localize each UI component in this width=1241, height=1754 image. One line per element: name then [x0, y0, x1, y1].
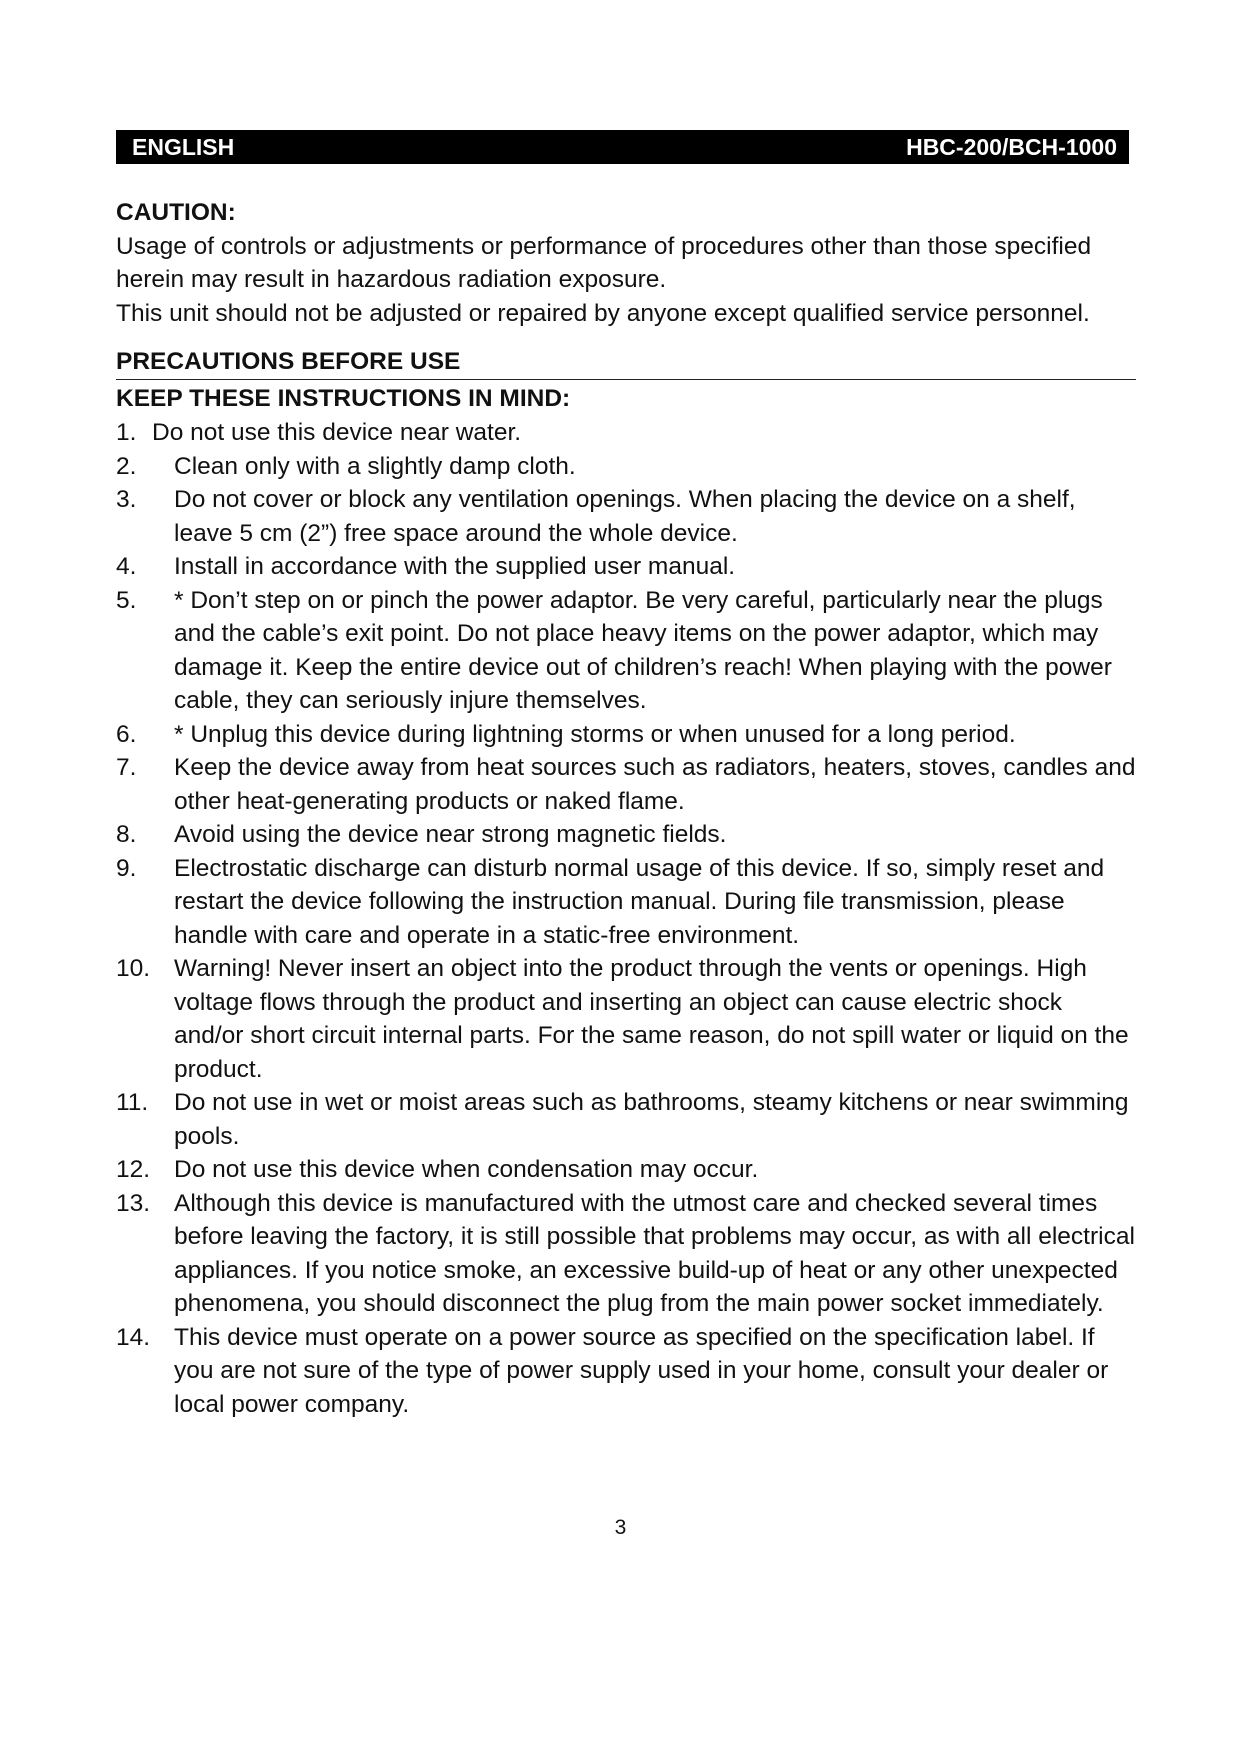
list-item [116, 1086, 1136, 1153]
list-item-text: This device must operate on a power source as specified on the specification label. If you are not sure of the type of power supply used in your home, consult your dealer or local power company. [174, 1323, 1109, 1418]
instructions-subtitle: KEEP THESE INSTRUCTIONS IN MIND: [116, 385, 571, 412]
list-item-text: * Don’t step on or pinch the power adaptor. Be very careful, particularly near the plugs and the cable’s exit point. Do not place heavy items on the power adaptor, which may damage it. Keep the entire device out of children’s reach! When playing with the power cable, they can seriously injure themselves. [174, 586, 1112, 714]
list-item [116, 1187, 1136, 1321]
list-item [116, 818, 1136, 852]
list-item-text: Keep the device away from heat sources such as radiators, heaters, stoves, candles and other heat-generating products or naked flame. [174, 754, 1136, 815]
list-item [116, 1153, 1136, 1187]
list-item-text: Install in accordance with the supplied user manual. [174, 553, 736, 580]
list-item-text: Although this device is manufactured with the utmost care and checked several times before leaving the factory, it is still possible that problems may occur, as with all electrical appliances. If you notice smoke, an excessive build-up of heat or any other unexpected phenomena, you should disconnect the plug from the main power socket immediately. [174, 1189, 1135, 1317]
caution-title: CAUTION: [116, 199, 236, 226]
list-item-number: 3. [116, 486, 137, 513]
list-item-text: Do not use this device when condensation may occur. [174, 1156, 759, 1183]
list-item [116, 584, 1136, 718]
list-item-number: 7. [116, 754, 137, 781]
language-label: ENGLISH [132, 133, 235, 160]
list-item-number: 4. [116, 553, 137, 580]
list-item-number: 13. [116, 1189, 151, 1217]
header-bar [116, 130, 1129, 164]
list-item-text: Do not cover or block any ventilation openings. When placing the device on a shelf, leave 5 cm (2”) free space around the whole device. [174, 486, 1076, 547]
list-item-number: 9. [116, 854, 137, 882]
list-item-text: Electrostatic discharge can disturb normal usage of this device. If so, simply reset and restart the device following the instruction manual. During file transmission, please handle with care and operate in a static-free environment. [174, 854, 1105, 949]
list-item-text: Avoid using the device near strong magnetic fields. [174, 821, 727, 848]
list-item-text: * Unplug this device during lightning storms or when unused for a long period. [174, 720, 1016, 748]
list-item-text: Warning! Never insert an object into the product through the vents or openings. High voltage flows through the product and inserting an object can cause electric shock and/or short circuit internal parts. For the same reason, do not spill water or liquid on the product. [174, 955, 1129, 1083]
list-item-text: Do not use in wet or moist areas such as bathrooms, steamy kitchens or near swimming pools. [174, 1089, 1129, 1150]
list-item [116, 751, 1136, 818]
caution-paragraph-2: This unit should not be adjusted or repaired by anyone except qualified service personnel. [116, 299, 1090, 327]
list-item [116, 550, 1136, 584]
list-item [116, 416, 1136, 450]
list-item-number: 11. [116, 1089, 149, 1116]
list-item-number: 12. [116, 1156, 151, 1183]
precautions-list [116, 416, 1136, 1421]
page-number: 3 [614, 1516, 627, 1539]
list-item-number: 6. [116, 720, 137, 748]
list-item [116, 852, 1136, 953]
list-item-number: 1. [116, 419, 137, 446]
list-item-text: Do not use this device near water. [152, 419, 522, 446]
caution-full-text [0, 0, 1, 1]
list-item [116, 483, 1136, 550]
list-item [116, 1321, 1136, 1422]
list-item [116, 450, 1136, 484]
list-item-number: 10. [116, 955, 151, 982]
list-item-text: Clean only with a slightly damp cloth. [174, 452, 576, 480]
caution-paragraph-1: Usage of controls or adjustments or performance of procedures other than those specified herein may result in hazardous radiation exposure. [116, 232, 1092, 293]
list-item-number: 8. [116, 821, 137, 848]
list-item [116, 718, 1136, 752]
list-item-number: 5. [116, 586, 137, 614]
list-item [116, 952, 1136, 1086]
list-item-number: 14. [116, 1323, 151, 1351]
precautions-title: PRECAUTIONS BEFORE USE [116, 346, 1136, 380]
list-item-number: 2. [116, 452, 137, 480]
page-content [116, 196, 1136, 1421]
model-label: HBC-200/BCH-1000 [906, 133, 1117, 160]
